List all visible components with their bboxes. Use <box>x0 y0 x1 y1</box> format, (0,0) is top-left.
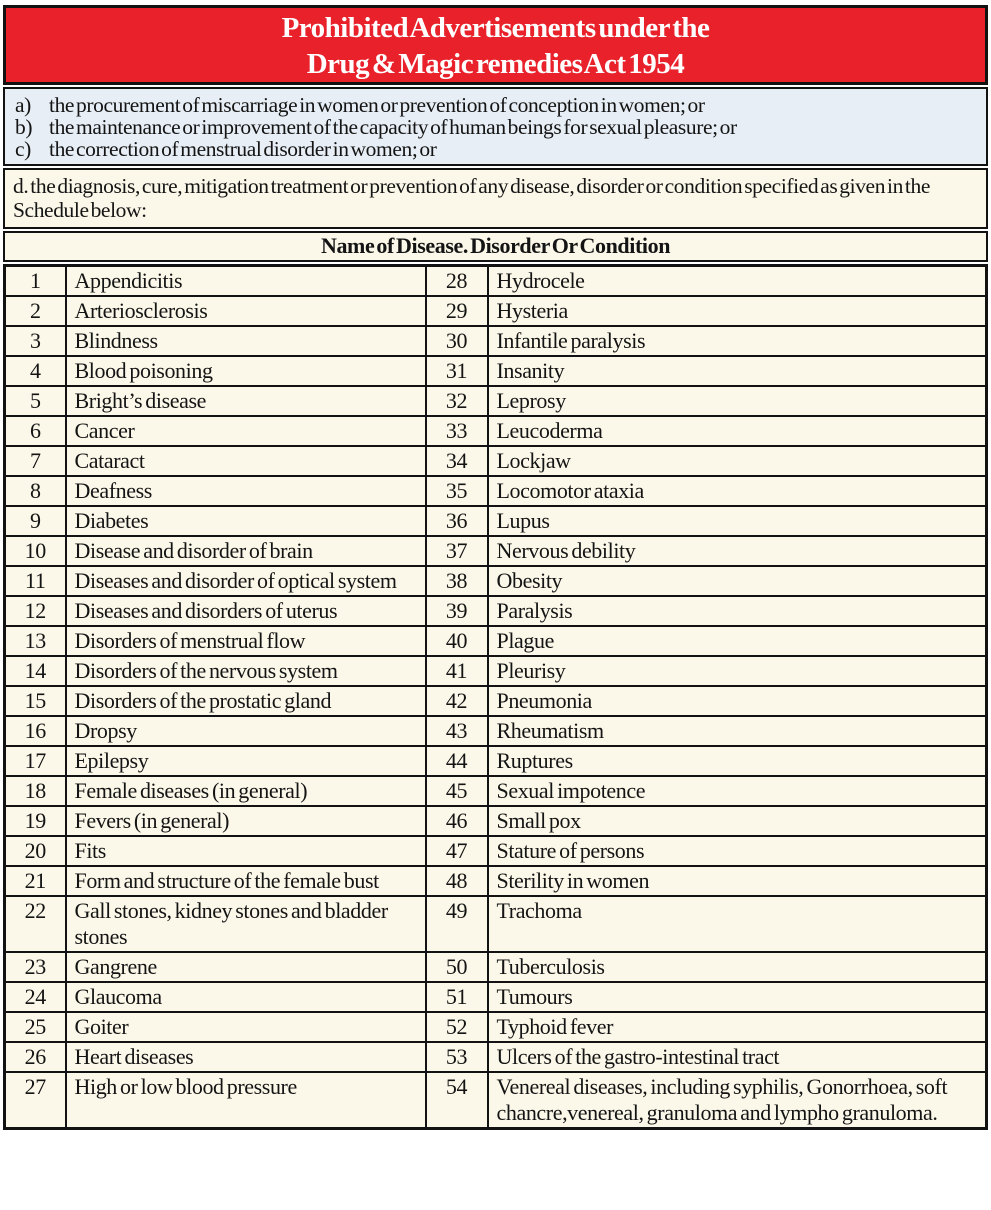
disease-number-cell: 6 <box>5 416 66 446</box>
disease-name-cell: Cancer <box>66 416 426 446</box>
disease-row <box>5 476 987 506</box>
clauses-abc-section <box>3 87 988 166</box>
disease-name-cell: Female diseases (in general) <box>66 776 426 806</box>
disease-name-cell: Deafness <box>66 476 426 506</box>
disease-name-cell: Disorders of the nervous system <box>66 656 426 686</box>
disease-number-cell: 20 <box>5 836 66 866</box>
disease-number-cell: 39 <box>426 596 488 626</box>
disease-name-cell: Small pox <box>488 806 987 836</box>
disease-number-cell: 40 <box>426 626 488 656</box>
disease-number-cell: 26 <box>5 1042 66 1072</box>
disease-number-cell: 45 <box>426 776 488 806</box>
disease-table-body <box>5 266 987 1129</box>
disease-number-cell: 25 <box>5 1012 66 1042</box>
disease-name-cell: Venereal diseases, including syphilis, Gonorrhoea, soft chancre,venereal, granuloma and lympho granuloma. <box>488 1072 987 1129</box>
disease-number-cell: 16 <box>5 716 66 746</box>
disease-number-cell: 37 <box>426 536 488 566</box>
disease-row <box>5 416 987 446</box>
disease-row <box>5 896 987 952</box>
disease-name-cell: Cataract <box>66 446 426 476</box>
disease-number-cell: 46 <box>426 806 488 836</box>
disease-row <box>5 746 987 776</box>
disease-row <box>5 356 987 386</box>
disease-number-cell: 11 <box>5 566 66 596</box>
disease-number-cell: 41 <box>426 656 488 686</box>
disease-number-cell: 52 <box>426 1012 488 1042</box>
disease-name-cell: Trachoma <box>488 896 987 952</box>
disease-name-cell: High or low blood pressure <box>66 1072 426 1129</box>
disease-row <box>5 566 987 596</box>
disease-row <box>5 536 987 566</box>
title-line-2: Drug & Magic remedies Act 1954 <box>306 48 685 80</box>
disease-name-cell: Stature of persons <box>488 836 987 866</box>
disease-row <box>5 686 987 716</box>
disease-number-cell: 7 <box>5 446 66 476</box>
disease-row <box>5 982 987 1012</box>
disease-row <box>5 596 987 626</box>
disease-name-cell: Insanity <box>488 356 987 386</box>
disease-number-cell: 32 <box>426 386 488 416</box>
clause-a-label: a) <box>15 93 31 117</box>
clause-b <box>15 116 978 138</box>
disease-row <box>5 1072 987 1129</box>
disease-row <box>5 952 987 982</box>
disease-name-cell: Blindness <box>66 326 426 356</box>
disease-name-cell: Nervous debility <box>488 536 987 566</box>
disease-name-cell: Hydrocele <box>488 266 987 297</box>
disease-number-cell: 33 <box>426 416 488 446</box>
disease-row <box>5 866 987 896</box>
disease-name-cell: Arteriosclerosis <box>66 296 426 326</box>
disease-name-cell: Disorders of the prostatic gland <box>66 686 426 716</box>
clause-a-text: the procurement of miscarriage in women or prevention of conception in women; or <box>49 93 705 117</box>
disease-number-cell: 48 <box>426 866 488 896</box>
disease-name-cell: Gall stones, kidney stones and bladder stones <box>66 896 426 952</box>
disease-name-cell: Dropsy <box>66 716 426 746</box>
disease-number-cell: 15 <box>5 686 66 716</box>
disease-number-cell: 5 <box>5 386 66 416</box>
disease-row <box>5 806 987 836</box>
disease-row <box>5 266 987 297</box>
disease-name-cell: Gangrene <box>66 952 426 982</box>
disease-name-cell: Leucoderma <box>488 416 987 446</box>
disease-number-cell: 50 <box>426 952 488 982</box>
disease-number-cell: 42 <box>426 686 488 716</box>
disease-number-cell: 49 <box>426 896 488 952</box>
schedule-header-text: Name of Disease. Disorder Or Condition <box>320 233 671 258</box>
disease-number-cell: 4 <box>5 356 66 386</box>
disease-row <box>5 1042 987 1072</box>
disease-number-cell: 10 <box>5 536 66 566</box>
disease-row <box>5 626 987 656</box>
disease-name-cell: Disease and disorder of brain <box>66 536 426 566</box>
clause-b-label: b) <box>15 115 33 139</box>
disease-number-cell: 35 <box>426 476 488 506</box>
disease-row <box>5 716 987 746</box>
disease-schedule-table <box>3 264 988 1130</box>
disease-number-cell: 38 <box>426 566 488 596</box>
disease-name-cell: Rheumatism <box>488 716 987 746</box>
title-line-1: Prohibited Advertisements under the <box>281 12 710 44</box>
disease-number-cell: 19 <box>5 806 66 836</box>
disease-row <box>5 326 987 356</box>
disease-name-cell: Typhoid fever <box>488 1012 987 1042</box>
disease-name-cell: Form and structure of the female bust <box>66 866 426 896</box>
disease-number-cell: 3 <box>5 326 66 356</box>
disease-name-cell: Epilepsy <box>66 746 426 776</box>
disease-name-cell: Goiter <box>66 1012 426 1042</box>
disease-name-cell: Ulcers of the gastro-intestinal tract <box>488 1042 987 1072</box>
disease-number-cell: 13 <box>5 626 66 656</box>
disease-name-cell: Diseases and disorder of optical system <box>66 566 426 596</box>
disease-name-cell: Pneumonia <box>488 686 987 716</box>
clause-c <box>15 138 978 160</box>
disease-number-cell: 54 <box>426 1072 488 1129</box>
disease-name-cell: Glaucoma <box>66 982 426 1012</box>
disease-number-cell: 28 <box>426 266 488 297</box>
disease-number-cell: 23 <box>5 952 66 982</box>
disease-number-cell: 9 <box>5 506 66 536</box>
disease-name-cell: Blood poisoning <box>66 356 426 386</box>
disease-row <box>5 776 987 806</box>
disease-name-cell: Tuberculosis <box>488 952 987 982</box>
clause-c-label: c) <box>15 137 31 161</box>
clause-a <box>15 94 978 116</box>
disease-number-cell: 29 <box>426 296 488 326</box>
disease-number-cell: 43 <box>426 716 488 746</box>
disease-name-cell: Fits <box>66 836 426 866</box>
disease-name-cell: Paralysis <box>488 596 987 626</box>
disease-number-cell: 24 <box>5 982 66 1012</box>
disease-number-cell: 21 <box>5 866 66 896</box>
disease-name-cell: Ruptures <box>488 746 987 776</box>
disease-number-cell: 47 <box>426 836 488 866</box>
disease-row <box>5 296 987 326</box>
schedule-header <box>3 231 988 262</box>
disease-name-cell: Appendicitis <box>66 266 426 297</box>
disease-name-cell: Pleurisy <box>488 656 987 686</box>
disease-name-cell: Fevers (in general) <box>66 806 426 836</box>
title-banner <box>3 5 988 85</box>
disease-name-cell: Sterility in women <box>488 866 987 896</box>
disease-name-cell: Lockjaw <box>488 446 987 476</box>
clause-b-text: the maintenance or improvement of the capacity of human beings for sexual pleasure; or <box>49 115 737 139</box>
disease-number-cell: 22 <box>5 896 66 952</box>
clause-d-text: d. the diagnosis, cure, mitigation treatment or prevention of any disease, disorder or condition specified as given in the Schedule below: <box>13 174 930 222</box>
disease-name-cell: Obesity <box>488 566 987 596</box>
disease-number-cell: 8 <box>5 476 66 506</box>
disease-number-cell: 31 <box>426 356 488 386</box>
disease-number-cell: 12 <box>5 596 66 626</box>
disease-name-cell: Leprosy <box>488 386 987 416</box>
disease-name-cell: Lupus <box>488 506 987 536</box>
disease-number-cell: 53 <box>426 1042 488 1072</box>
disease-name-cell: Disorders of menstrual flow <box>66 626 426 656</box>
disease-number-cell: 18 <box>5 776 66 806</box>
disease-name-cell: Sexual impotence <box>488 776 987 806</box>
disease-row <box>5 1012 987 1042</box>
disease-number-cell: 30 <box>426 326 488 356</box>
disease-number-cell: 2 <box>5 296 66 326</box>
disease-name-cell: Bright’s disease <box>66 386 426 416</box>
disease-row <box>5 656 987 686</box>
disease-number-cell: 17 <box>5 746 66 776</box>
disease-number-cell: 36 <box>426 506 488 536</box>
disease-number-cell: 34 <box>426 446 488 476</box>
disease-row <box>5 506 987 536</box>
disease-number-cell: 51 <box>426 982 488 1012</box>
disease-name-cell: Diseases and disorders of uterus <box>66 596 426 626</box>
disease-name-cell: Diabetes <box>66 506 426 536</box>
disease-number-cell: 1 <box>5 266 66 297</box>
disease-name-cell: Infantile paralysis <box>488 326 987 356</box>
disease-name-cell: Heart diseases <box>66 1042 426 1072</box>
disease-row <box>5 836 987 866</box>
disease-name-cell: Plague <box>488 626 987 656</box>
disease-number-cell: 14 <box>5 656 66 686</box>
disease-row <box>5 446 987 476</box>
disease-name-cell: Locomotor ataxia <box>488 476 987 506</box>
disease-row <box>5 386 987 416</box>
disease-name-cell: Tumours <box>488 982 987 1012</box>
clause-d-section <box>3 168 988 229</box>
clause-c-text: the correction of menstrual disorder in women; or <box>49 137 437 161</box>
disease-number-cell: 44 <box>426 746 488 776</box>
disease-number-cell: 27 <box>5 1072 66 1129</box>
disease-name-cell: Hysteria <box>488 296 987 326</box>
